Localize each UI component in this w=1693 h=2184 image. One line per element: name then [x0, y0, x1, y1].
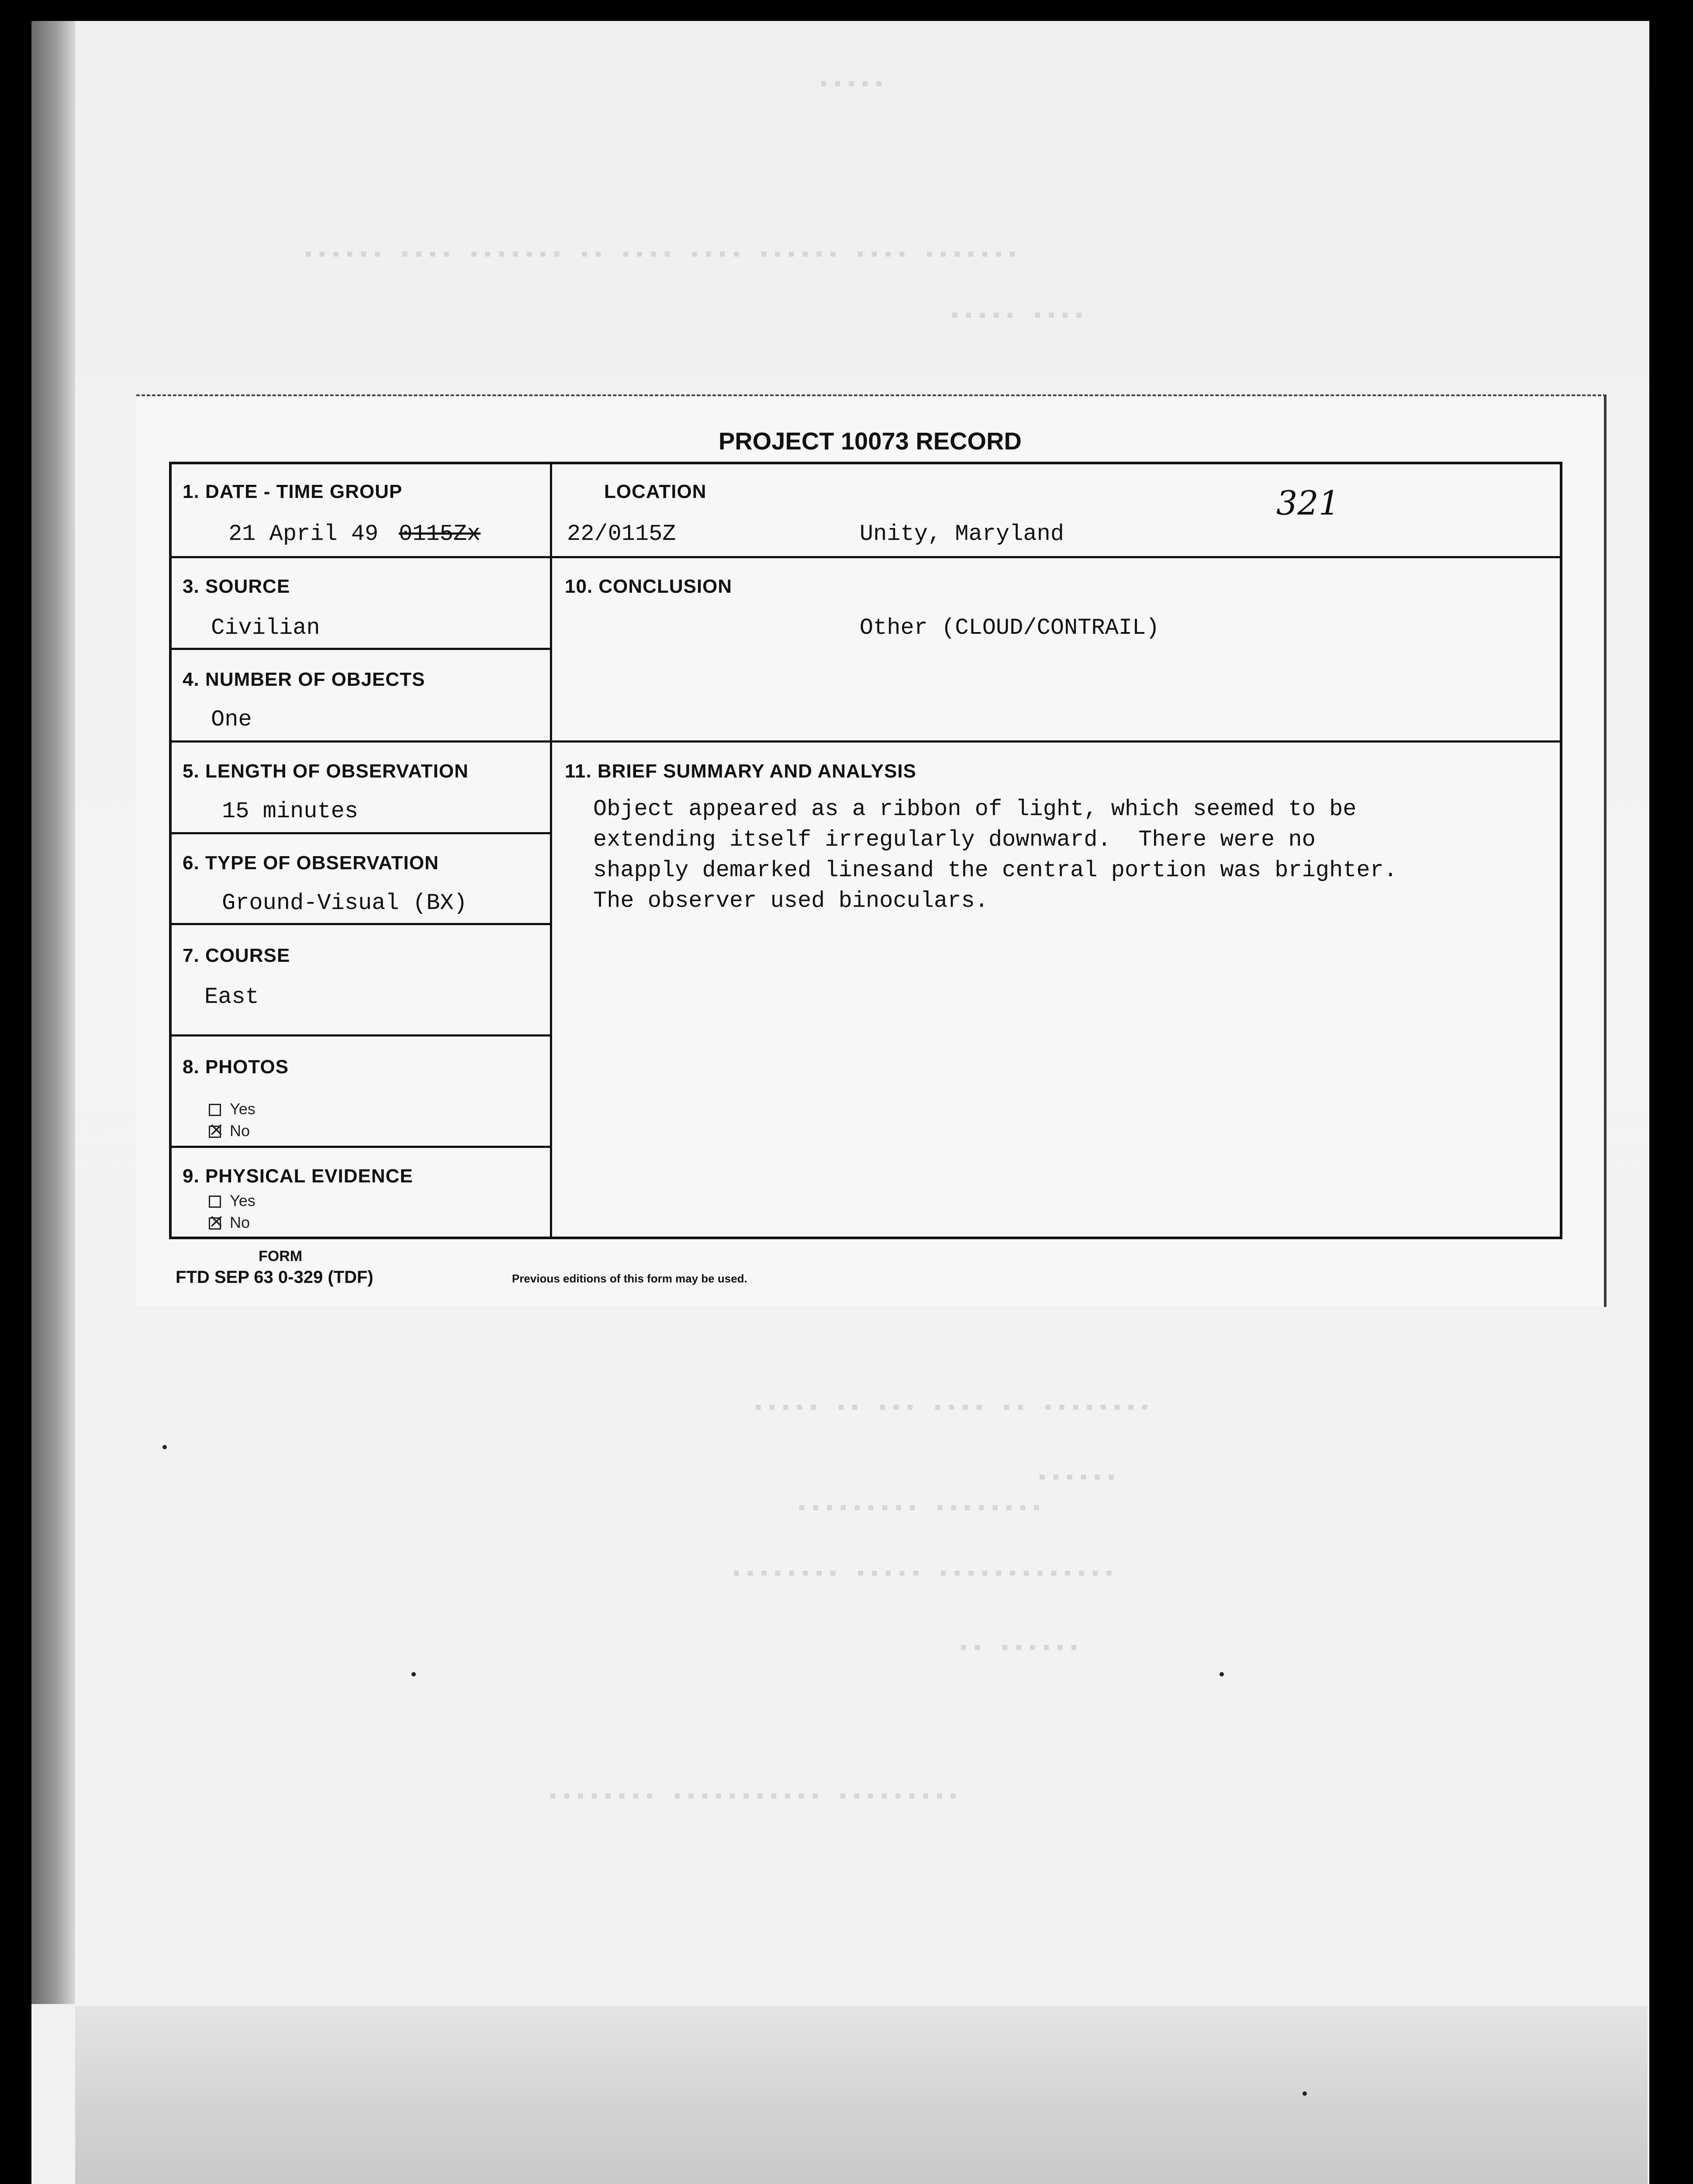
length-of-observation-label: 5. LENGTH OF OBSERVATION: [183, 760, 469, 782]
length-of-observation-value: 15 minutes: [222, 798, 359, 824]
photos-yes-checkbox: [209, 1104, 221, 1116]
bleed-through-text: ▪▪▪▪▪ ▪▪ ▪▪▪ ▪▪▪▪ ▪▪ ▪▪▪▪▪▪▪▪: [752, 1397, 1153, 1420]
row-line: [550, 556, 1562, 558]
physical-evidence-no-option: [209, 1213, 250, 1232]
conclusion-label: 10. CONCLUSION: [565, 576, 732, 597]
bleed-through-text: ▪▪▪▪▪▪▪▪▪ ▪▪▪▪▪▪▪▪: [796, 1497, 1044, 1520]
physical-evidence-yes-label: Yes: [230, 1192, 256, 1209]
bleed-through-text: ▪▪▪▪▪▪▪▪ ▪▪▪▪▪▪▪▪▪▪▪ ▪▪▪▪▪▪▪▪▪: [547, 1786, 961, 1808]
course-value: East: [204, 984, 259, 1010]
location-place-value: Unity, Maryland: [860, 521, 1064, 547]
summary-label: 11. BRIEF SUMMARY AND ANALYSIS: [565, 760, 917, 782]
physical-evidence-yes-checkbox: [209, 1196, 221, 1208]
course-label: 7. COURSE: [183, 945, 290, 966]
photos-label: 8. PHOTOS: [183, 1056, 289, 1078]
location-label: LOCATION: [604, 481, 707, 502]
speck: [411, 1672, 416, 1676]
date-time-group-label: 1. DATE - TIME GROUP: [183, 481, 403, 502]
document-sheet: [31, 21, 1649, 2184]
bottom-paper-strip: [75, 2006, 1648, 2184]
number-of-objects-value: One: [211, 707, 252, 733]
physical-evidence-label: 9. PHYSICAL EVIDENCE: [183, 1165, 413, 1187]
date-value: 21 April 49: [228, 521, 379, 547]
row-line: [550, 740, 1562, 743]
row-line: [172, 832, 550, 834]
physical-evidence-no-checkbox-checked: [209, 1217, 221, 1230]
bleed-through-text: ▪▪ ▪▪▪▪▪▪: [957, 1637, 1082, 1660]
source-value: Civilian: [211, 615, 320, 641]
summary-line: shapply demarked linesand the central portion was brighter.: [593, 857, 1398, 883]
speck: [162, 1445, 167, 1449]
bleed-through-text: ▪▪▪▪▪: [818, 73, 887, 96]
location-time-value: 22/0115Z: [567, 521, 676, 547]
photos-no-checkbox-checked: [209, 1126, 221, 1138]
row-line: [172, 923, 550, 925]
physical-evidence-no-label: No: [230, 1213, 250, 1231]
row-line: [172, 740, 550, 743]
column-divider: [550, 464, 552, 1239]
summary-line: Object appeared as a ribbon of light, which seemed to be: [593, 796, 1357, 822]
struck-time-value: 0115Zx: [399, 521, 481, 547]
physical-evidence-yes-option: [209, 1192, 256, 1210]
form-id: FTD SEP 63 0-329 (TDF): [176, 1268, 373, 1287]
bleed-through-text: ▪▪▪▪▪▪ ▪▪▪▪ ▪▪▪▪▪▪▪ ▪▪ ▪▪▪▪ ▪▪▪▪ ▪▪▪▪▪▪ ▪▪▪▪ ▪▪▪▪▪▪▪: [302, 244, 1020, 266]
record-form-grid: [169, 462, 1562, 1239]
left-edge-shadow: [31, 21, 75, 2004]
handwritten-annotation: 321: [1276, 484, 1340, 522]
source-label: 3. SOURCE: [183, 576, 290, 597]
summary-line: The observer used binoculars.: [593, 888, 988, 914]
record-card: [136, 394, 1607, 1307]
form-word: FORM: [259, 1248, 303, 1265]
row-line: [172, 1146, 550, 1148]
row-line: [172, 1034, 550, 1037]
summary-line: extending itself irregularly downward. There were no: [593, 827, 1316, 853]
photos-yes-option: [209, 1100, 256, 1118]
bleed-through-text: ▪▪▪▪▪▪: [1036, 1467, 1119, 1489]
conclusion-value: Other (CLOUD/CONTRAIL): [860, 615, 1160, 641]
bleed-through-text: ▪▪▪▪▪ ▪▪▪▪: [949, 305, 1087, 328]
speck: [1220, 1672, 1224, 1676]
speck: [1303, 2091, 1307, 2096]
type-of-observation-value: Ground-Visual (BX): [222, 890, 467, 916]
bleed-through-text: ▪▪▪▪▪▪▪▪ ▪▪▪▪▪ ▪▪▪▪▪▪▪▪▪▪▪▪▪: [730, 1563, 1117, 1586]
record-title: PROJECT 10073 RECORD: [718, 427, 1022, 455]
form-note: Previous editions of this form may be used.: [512, 1272, 747, 1285]
number-of-objects-label: 4. NUMBER OF OBJECTS: [183, 669, 425, 690]
photos-no-option: [209, 1122, 250, 1140]
type-of-observation-label: 6. TYPE OF OBSERVATION: [183, 852, 439, 874]
row-line: [172, 556, 550, 558]
photos-no-label: No: [230, 1122, 250, 1140]
row-line: [172, 648, 550, 650]
photos-yes-label: Yes: [230, 1100, 256, 1118]
